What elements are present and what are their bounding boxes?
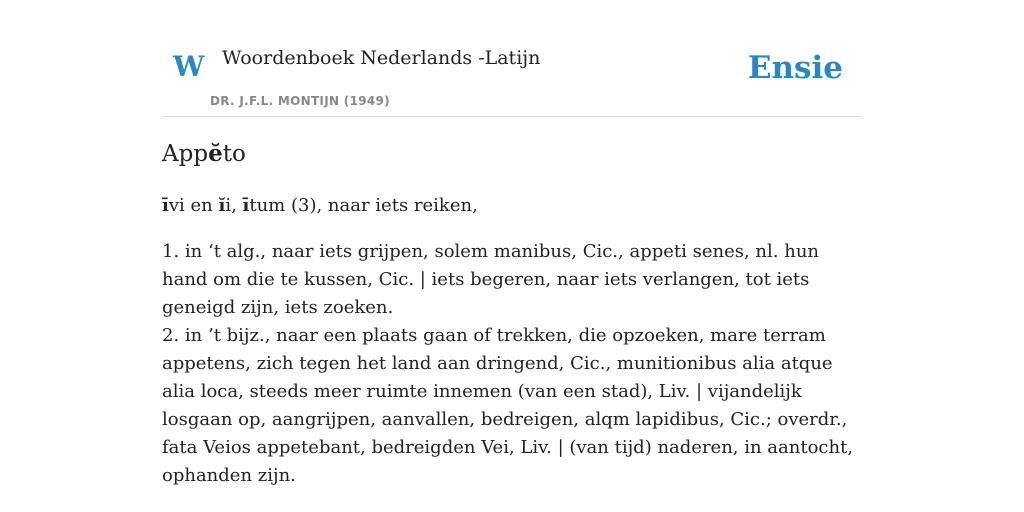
entry-title-post: to — [222, 141, 246, 167]
entry-title-stressed-vowel: ĕ — [208, 140, 223, 167]
form-vowel-2: ĭ — [218, 195, 226, 216]
entry-title — [162, 140, 246, 169]
definition-1: 1. in ‘t alg., naar iets grijpen, solem manibus, Cic., appeti senes, nl. hun hand om die te kussen, Cic. | iets begeren, naar iets verlangen, tot iets geneigd zijn, iets zoeken. — [162, 241, 819, 318]
entry-title-pre: App — [162, 141, 209, 167]
entry-body — [162, 192, 862, 490]
ensie-logo-link[interactable]: Ensie — [747, 50, 843, 86]
entry-forms — [162, 192, 862, 220]
form-text-2: i, — [225, 195, 243, 216]
site-header — [162, 40, 862, 117]
form-vowel-3: ī — [242, 195, 250, 216]
dictionary-logo[interactable]: W — [173, 50, 205, 83]
dictionary-title[interactable]: Woordenboek Nederlands -Latijn — [222, 47, 541, 69]
form-vowel-1: ī — [162, 195, 169, 216]
definition-2: 2. in ’t bijz., naar een plaats gaan of trekken, die opzoeken, mare terram appetens, zich tegen het land aan dringend, Cic., munitionibus alia atque alia loca, steeds meer ruimte innemen (van een stad), Liv. | vijandelijk losgaan op, aangrijpen, aanvallen, bedreigen, alqm lapidibus, Cic.; overdr., fata Veios appetebant, bedreigden Vei, Liv. | (van tijd) naderen, in aantocht, ophanden zijn. — [162, 325, 854, 486]
form-text-3: tum (3), naar iets reiken, — [249, 195, 478, 216]
dictionary-author: DR. J.F.L. MONTIJN (1949) — [210, 94, 390, 108]
form-text-1: vi en — [168, 195, 219, 216]
